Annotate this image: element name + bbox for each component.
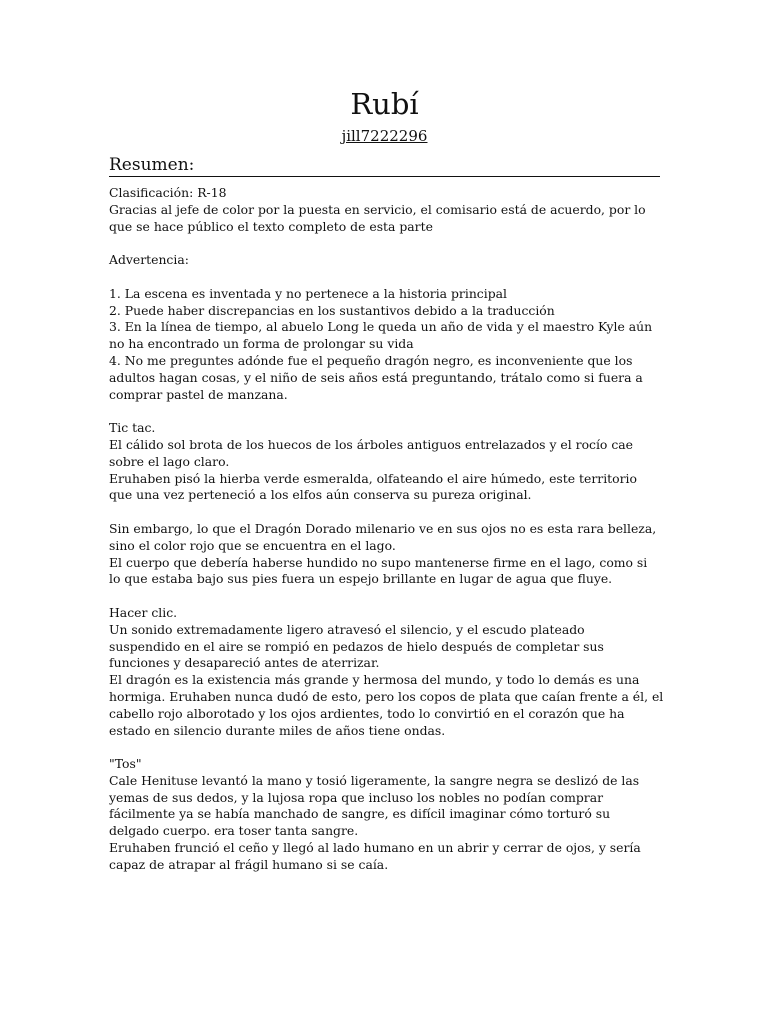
text-line: El cálido sol brota de los huecos de los árboles antiguos entrelazados y el rocío cae xyxy=(109,436,633,452)
text-line: El dragón es la existencia más grande y hermosa del mundo, y todo lo demás es una xyxy=(109,672,640,688)
author-link-container xyxy=(109,126,660,146)
paragraph xyxy=(109,286,660,404)
paragraph xyxy=(109,521,660,588)
author-link[interactable]: jill7222296 xyxy=(341,127,428,145)
text-line: capaz de atrapar al frágil humano si se caía. xyxy=(109,856,389,872)
text-line: suspendido en el aire se rompió en pedazos de hielo después de completar sus xyxy=(109,638,604,654)
text-line: "Tos" xyxy=(109,756,142,772)
paragraph xyxy=(109,185,660,235)
text-line: sobre el lago claro. xyxy=(109,453,230,469)
text-line: yemas de sus dedos, y la lujosa ropa que incluso los nobles no podían comprar xyxy=(109,789,604,805)
text-line: 3. En la línea de tiempo, al abuelo Long le queda un año de vida y el maestro Kyle aún xyxy=(109,319,653,335)
paragraph xyxy=(109,756,660,874)
text-line: lo que estaba bajo sus pies fuera un espejo brillante en lugar de agua que fluye. xyxy=(109,571,613,587)
text-line: fácilmente ya se había manchado de sangre, es difícil imaginar cómo torturó su xyxy=(109,806,611,822)
summary-heading: Resumen: xyxy=(109,154,660,177)
text-line: 2. Puede haber discrepancias en los sustantivos debido a la traducción xyxy=(109,302,555,318)
text-line: sino el color rojo que se encuentra en el lago. xyxy=(109,537,396,553)
text-line: Gracias al jefe de color por la puesta en servicio, el comisario está de acuerdo, por lo xyxy=(109,201,646,217)
text-line: Tic tac. xyxy=(109,420,156,436)
paragraph xyxy=(109,604,664,739)
text-line: 4. No me preguntes adónde fue el pequeño dragón negro, es inconveniente que los xyxy=(109,352,633,368)
text-line: Cale Henituse levantó la mano y tosió ligeramente, la sangre negra se deslizó de las xyxy=(109,772,640,788)
text-line: Eruhaben pisó la hierba verde esmeralda, olfateando el aire húmedo, este territorio xyxy=(109,470,637,486)
text-line: no ha encontrado un forma de prolongar su vida xyxy=(109,336,414,352)
paragraph xyxy=(109,420,660,504)
text-line: Sin embargo, lo que el Dragón Dorado milenario ve en sus ojos no es esta rara belleza, xyxy=(109,520,657,536)
text-line: hormiga. Eruhaben nunca dudó de esto, pero los copos de plata que caían frente a él, el xyxy=(109,688,664,704)
text-line: Hacer clic. xyxy=(109,604,178,620)
text-line: que se hace público el texto completo de esta parte xyxy=(109,218,433,234)
text-line: Eruhaben frunció el ceño y llegó al lado humano en un abrir y cerrar de ojos, y sería xyxy=(109,840,641,856)
document-page xyxy=(109,86,664,890)
document-body xyxy=(109,185,664,874)
text-line: estado en silencio durante miles de años tiene ondas. xyxy=(109,722,446,738)
text-line: funciones y desapareció antes de aterrizar. xyxy=(109,655,380,671)
text-line: cabello rojo alborotado y los ojos ardientes, todo lo convirtió en el corazón que ha xyxy=(109,705,625,721)
text-line: delgado cuerpo. era toser tanta sangre. xyxy=(109,823,359,839)
paragraph xyxy=(109,252,660,269)
text-line: Clasificación: R-18 xyxy=(109,185,227,200)
text-line: adultos hagan cosas, y el niño de seis años está preguntando, trátalo como si fuera a xyxy=(109,369,643,385)
text-line: que una vez perteneció a los elfos aún conserva su pureza original. xyxy=(109,487,532,503)
text-line: 1. La escena es inventada y no pertenece a la historia principal xyxy=(109,285,507,301)
text-line: El cuerpo que debería haberse hundido no supo mantenerse firme en el lago, como si xyxy=(109,554,648,570)
document-title: Rubí xyxy=(350,87,419,121)
text-line: comprar pastel de manzana. xyxy=(109,386,288,402)
text-line: Un sonido extremadamente ligero atravesó el silencio, y el escudo plateado xyxy=(109,621,585,637)
text-line: Advertencia: xyxy=(109,252,189,268)
